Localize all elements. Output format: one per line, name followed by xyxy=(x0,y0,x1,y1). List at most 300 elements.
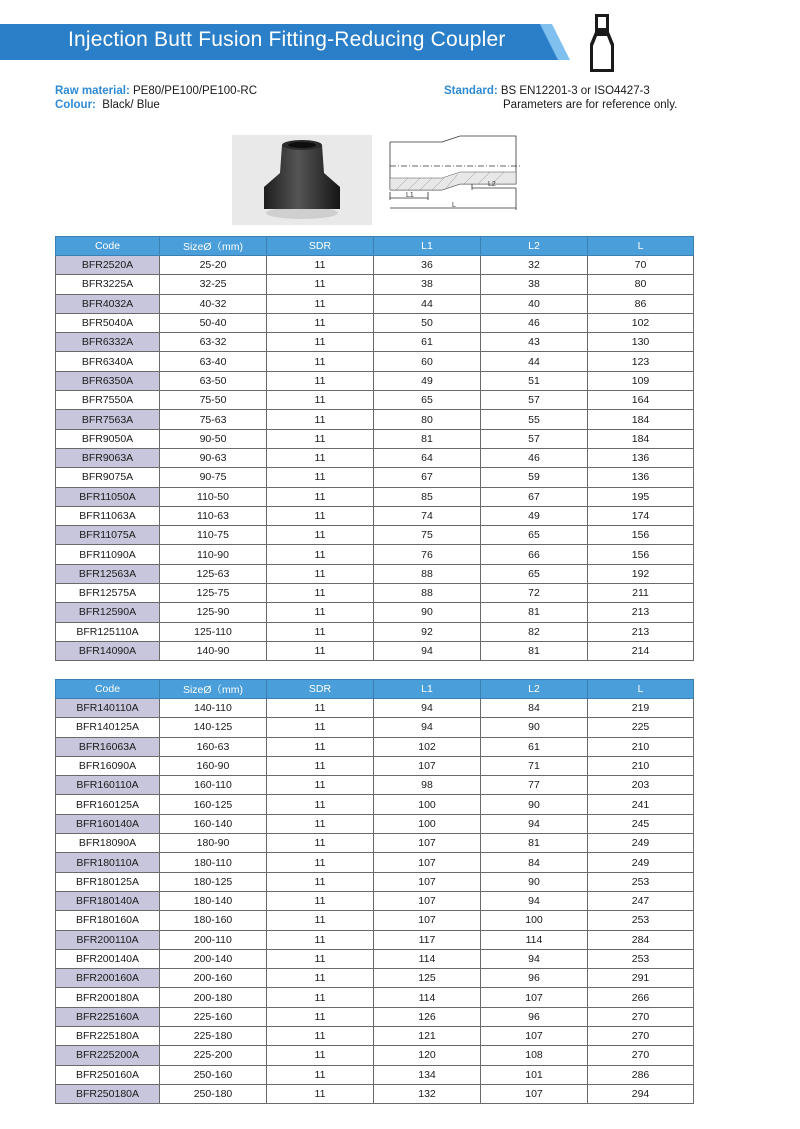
cell-l2: 57 xyxy=(481,391,588,410)
cell-l: 270 xyxy=(588,1046,694,1065)
cell-sdr: 11 xyxy=(267,737,374,756)
cell-l: 294 xyxy=(588,1084,694,1103)
table-row xyxy=(56,448,694,467)
cell-l1: 117 xyxy=(374,930,481,949)
cell-sdr: 11 xyxy=(267,718,374,737)
cell-code: BFR11050A xyxy=(56,487,160,506)
cell-code: BFR12563A xyxy=(56,564,160,583)
cell-l: 247 xyxy=(588,891,694,910)
table-row xyxy=(56,545,694,564)
cell-sdr: 11 xyxy=(267,603,374,622)
cell-l: 286 xyxy=(588,1065,694,1084)
cell-sdr: 11 xyxy=(267,1084,374,1103)
col-header-l2: L2 xyxy=(481,237,588,256)
cell-sdr: 11 xyxy=(267,795,374,814)
cell-code: BFR11090A xyxy=(56,545,160,564)
table-row xyxy=(56,564,694,583)
cell-sdr: 11 xyxy=(267,333,374,352)
cell-l1: 76 xyxy=(374,545,481,564)
cell-sdr: 11 xyxy=(267,584,374,603)
cell-size: 140-90 xyxy=(160,641,267,660)
cell-l: 266 xyxy=(588,988,694,1007)
col-header-l: L xyxy=(588,237,694,256)
cell-size: 125-110 xyxy=(160,622,267,641)
cell-size: 250-160 xyxy=(160,1065,267,1084)
table-row xyxy=(56,1046,694,1065)
cell-sdr: 11 xyxy=(267,391,374,410)
spec-material-colour xyxy=(55,84,257,112)
cell-l: 210 xyxy=(588,756,694,775)
cell-l: 156 xyxy=(588,526,694,545)
cell-size: 50-40 xyxy=(160,313,267,332)
cell-sdr: 11 xyxy=(267,564,374,583)
cell-size: 40-32 xyxy=(160,294,267,313)
cell-l1: 94 xyxy=(374,641,481,660)
table-row xyxy=(56,776,694,795)
cell-code: BFR18090A xyxy=(56,834,160,853)
cell-code: BFR250160A xyxy=(56,1065,160,1084)
cell-code: BFR180110A xyxy=(56,853,160,872)
product-photo xyxy=(232,135,372,225)
cell-code: BFR140125A xyxy=(56,718,160,737)
col-header-code: Code xyxy=(56,680,160,699)
raw-material-value: PE80/PE100/PE100-RC xyxy=(132,85,258,97)
cell-code: BFR11075A xyxy=(56,526,160,545)
cell-l1: 75 xyxy=(374,526,481,545)
cell-size: 160-90 xyxy=(160,756,267,775)
table-row xyxy=(56,1084,694,1103)
cell-code: BFR12590A xyxy=(56,603,160,622)
cell-l1: 64 xyxy=(374,448,481,467)
table-row xyxy=(56,410,694,429)
reference-note: Parameters are for reference only. xyxy=(503,99,678,111)
cell-code: BFR140110A xyxy=(56,699,160,718)
cell-l2: 43 xyxy=(481,333,588,352)
cell-l1: 107 xyxy=(374,834,481,853)
cell-l2: 81 xyxy=(481,641,588,660)
cell-size: 110-75 xyxy=(160,526,267,545)
cell-size: 75-63 xyxy=(160,410,267,429)
cell-sdr: 11 xyxy=(267,526,374,545)
cell-sdr: 11 xyxy=(267,468,374,487)
cell-size: 110-90 xyxy=(160,545,267,564)
table-row xyxy=(56,603,694,622)
cell-size: 125-75 xyxy=(160,584,267,603)
cell-l: 241 xyxy=(588,795,694,814)
cell-l2: 94 xyxy=(481,949,588,968)
cell-l2: 81 xyxy=(481,834,588,853)
cell-code: BFR9075A xyxy=(56,468,160,487)
table-row xyxy=(56,872,694,891)
cell-code: BFR7550A xyxy=(56,391,160,410)
cell-sdr: 11 xyxy=(267,410,374,429)
col-header-size: SizeØ（mm) xyxy=(160,237,267,256)
cell-code: BFR9050A xyxy=(56,429,160,448)
col-header-l: L xyxy=(588,680,694,699)
cell-code: BFR16063A xyxy=(56,737,160,756)
cell-l2: 55 xyxy=(481,410,588,429)
cell-l: 245 xyxy=(588,814,694,833)
cell-l2: 81 xyxy=(481,603,588,622)
cell-code: BFR5040A xyxy=(56,313,160,332)
cell-l1: 134 xyxy=(374,1065,481,1084)
cell-l2: 101 xyxy=(481,1065,588,1084)
cell-l: 284 xyxy=(588,930,694,949)
cell-code: BFR160110A xyxy=(56,776,160,795)
cell-l: 253 xyxy=(588,872,694,891)
table-row xyxy=(56,795,694,814)
cell-size: 200-140 xyxy=(160,949,267,968)
cell-size: 140-110 xyxy=(160,699,267,718)
table-row xyxy=(56,1027,694,1046)
cell-l: 136 xyxy=(588,468,694,487)
cell-code: BFR2520A xyxy=(56,256,160,275)
cell-code: BFR3225A xyxy=(56,275,160,294)
cell-code: BFR200180A xyxy=(56,988,160,1007)
table-header-row xyxy=(56,680,694,699)
table-row xyxy=(56,1065,694,1084)
drawing-label-l1: L1 xyxy=(406,192,414,199)
cell-sdr: 11 xyxy=(267,1027,374,1046)
cell-l2: 65 xyxy=(481,526,588,545)
cell-l1: 65 xyxy=(374,391,481,410)
col-header-l1: L1 xyxy=(374,680,481,699)
cell-l1: 114 xyxy=(374,988,481,1007)
table-row xyxy=(56,256,694,275)
cell-l: 213 xyxy=(588,622,694,641)
cell-l1: 132 xyxy=(374,1084,481,1103)
col-header-l2: L2 xyxy=(481,680,588,699)
cell-l1: 120 xyxy=(374,1046,481,1065)
cell-l: 174 xyxy=(588,506,694,525)
cell-size: 63-32 xyxy=(160,333,267,352)
cell-l1: 107 xyxy=(374,756,481,775)
cell-l2: 46 xyxy=(481,448,588,467)
table-row xyxy=(56,622,694,641)
cell-size: 200-110 xyxy=(160,930,267,949)
table-row xyxy=(56,1007,694,1026)
cell-code: BFR225200A xyxy=(56,1046,160,1065)
table-row xyxy=(56,911,694,930)
cell-code: BFR250180A xyxy=(56,1084,160,1103)
drawing-label-l2: L2 xyxy=(488,181,496,188)
cell-code: BFR14090A xyxy=(56,641,160,660)
cell-size: 200-160 xyxy=(160,969,267,988)
cell-l2: 57 xyxy=(481,429,588,448)
cell-size: 90-50 xyxy=(160,429,267,448)
cell-l2: 84 xyxy=(481,699,588,718)
table-row xyxy=(56,468,694,487)
cell-l: 270 xyxy=(588,1007,694,1026)
table-row xyxy=(56,294,694,313)
table-row xyxy=(56,506,694,525)
cell-l1: 121 xyxy=(374,1027,481,1046)
cell-size: 63-50 xyxy=(160,371,267,390)
cell-l1: 74 xyxy=(374,506,481,525)
cell-size: 180-125 xyxy=(160,872,267,891)
cell-l2: 90 xyxy=(481,795,588,814)
cell-l2: 61 xyxy=(481,737,588,756)
cell-l1: 49 xyxy=(374,371,481,390)
cell-l2: 107 xyxy=(481,988,588,1007)
cell-sdr: 11 xyxy=(267,756,374,775)
cell-sdr: 11 xyxy=(267,545,374,564)
cell-l1: 44 xyxy=(374,294,481,313)
cell-l2: 90 xyxy=(481,718,588,737)
cell-size: 110-50 xyxy=(160,487,267,506)
cell-size: 180-110 xyxy=(160,853,267,872)
page-title: Injection Butt Fusion Fitting-Reducing Coupler xyxy=(68,28,506,51)
cell-code: BFR6350A xyxy=(56,371,160,390)
table-row xyxy=(56,429,694,448)
cell-l2: 59 xyxy=(481,468,588,487)
cell-l1: 85 xyxy=(374,487,481,506)
cell-l1: 114 xyxy=(374,949,481,968)
cell-code: BFR225160A xyxy=(56,1007,160,1026)
cell-code: BFR200140A xyxy=(56,949,160,968)
cell-code: BFR9063A xyxy=(56,448,160,467)
cell-l: 270 xyxy=(588,1027,694,1046)
cell-code: BFR6340A xyxy=(56,352,160,371)
cell-l: 225 xyxy=(588,718,694,737)
cell-l2: 51 xyxy=(481,371,588,390)
table-row xyxy=(56,391,694,410)
cell-sdr: 11 xyxy=(267,699,374,718)
cell-l: 213 xyxy=(588,603,694,622)
cell-size: 75-50 xyxy=(160,391,267,410)
cell-sdr: 11 xyxy=(267,294,374,313)
cell-l: 70 xyxy=(588,256,694,275)
cell-l1: 126 xyxy=(374,1007,481,1026)
table-row xyxy=(56,333,694,352)
cell-l2: 40 xyxy=(481,294,588,313)
cell-l2: 38 xyxy=(481,275,588,294)
table-row xyxy=(56,891,694,910)
table-row xyxy=(56,526,694,545)
cell-size: 125-63 xyxy=(160,564,267,583)
title-banner xyxy=(0,24,570,60)
cell-size: 180-90 xyxy=(160,834,267,853)
cell-sdr: 11 xyxy=(267,275,374,294)
cell-sdr: 11 xyxy=(267,891,374,910)
cell-size: 25-20 xyxy=(160,256,267,275)
cell-l: 102 xyxy=(588,313,694,332)
cell-sdr: 11 xyxy=(267,776,374,795)
cell-code: BFR6332A xyxy=(56,333,160,352)
cell-sdr: 11 xyxy=(267,1065,374,1084)
cell-l1: 60 xyxy=(374,352,481,371)
colour-label: Colour: xyxy=(55,99,96,111)
cell-l2: 94 xyxy=(481,814,588,833)
table-body xyxy=(56,256,694,661)
cell-l2: 108 xyxy=(481,1046,588,1065)
table-row xyxy=(56,275,694,294)
cell-sdr: 11 xyxy=(267,506,374,525)
cell-size: 160-140 xyxy=(160,814,267,833)
table-row xyxy=(56,853,694,872)
cell-l2: 66 xyxy=(481,545,588,564)
cell-l2: 46 xyxy=(481,313,588,332)
cell-l: 219 xyxy=(588,699,694,718)
spec-standard xyxy=(444,84,677,112)
cell-l2: 94 xyxy=(481,891,588,910)
cell-l2: 77 xyxy=(481,776,588,795)
cell-code: BFR180125A xyxy=(56,872,160,891)
cell-sdr: 11 xyxy=(267,949,374,968)
table-header-row xyxy=(56,237,694,256)
cell-sdr: 11 xyxy=(267,834,374,853)
dimension-table-1 xyxy=(55,236,694,661)
standard-label: Standard: xyxy=(444,85,498,97)
cell-l: 123 xyxy=(588,352,694,371)
cell-l1: 94 xyxy=(374,699,481,718)
cell-l1: 80 xyxy=(374,410,481,429)
col-header-code: Code xyxy=(56,237,160,256)
cell-code: BFR180140A xyxy=(56,891,160,910)
cell-l2: 96 xyxy=(481,969,588,988)
cell-size: 180-160 xyxy=(160,911,267,930)
cell-sdr: 11 xyxy=(267,911,374,930)
cell-code: BFR225180A xyxy=(56,1027,160,1046)
cell-size: 225-180 xyxy=(160,1027,267,1046)
cell-size: 160-110 xyxy=(160,776,267,795)
cell-sdr: 11 xyxy=(267,429,374,448)
table-row xyxy=(56,969,694,988)
cell-l2: 44 xyxy=(481,352,588,371)
cell-l1: 100 xyxy=(374,795,481,814)
cell-l1: 50 xyxy=(374,313,481,332)
cell-code: BFR160140A xyxy=(56,814,160,833)
cell-code: BFR16090A xyxy=(56,756,160,775)
cell-l1: 92 xyxy=(374,622,481,641)
cell-sdr: 11 xyxy=(267,1046,374,1065)
cell-l1: 107 xyxy=(374,872,481,891)
cell-code: BFR200110A xyxy=(56,930,160,949)
cell-l2: 49 xyxy=(481,506,588,525)
cell-code: BFR125110A xyxy=(56,622,160,641)
cell-l1: 107 xyxy=(374,911,481,930)
cell-l1: 81 xyxy=(374,429,481,448)
cell-sdr: 11 xyxy=(267,352,374,371)
cell-l: 210 xyxy=(588,737,694,756)
cell-l2: 32 xyxy=(481,256,588,275)
cell-l: 192 xyxy=(588,564,694,583)
cell-sdr: 11 xyxy=(267,969,374,988)
col-header-sdr: SDR xyxy=(267,680,374,699)
cell-code: BFR7563A xyxy=(56,410,160,429)
table-body xyxy=(56,699,694,1104)
cell-l1: 88 xyxy=(374,564,481,583)
cell-sdr: 11 xyxy=(267,256,374,275)
table-row xyxy=(56,584,694,603)
cell-l2: 107 xyxy=(481,1027,588,1046)
cell-size: 125-90 xyxy=(160,603,267,622)
cell-l: 184 xyxy=(588,410,694,429)
cell-size: 63-40 xyxy=(160,352,267,371)
cell-l1: 100 xyxy=(374,814,481,833)
cell-l1: 94 xyxy=(374,718,481,737)
cell-size: 110-63 xyxy=(160,506,267,525)
cell-l1: 67 xyxy=(374,468,481,487)
cell-l2: 90 xyxy=(481,872,588,891)
cell-l1: 107 xyxy=(374,891,481,910)
cell-size: 225-200 xyxy=(160,1046,267,1065)
cell-code: BFR200160A xyxy=(56,969,160,988)
cell-size: 160-125 xyxy=(160,795,267,814)
cell-sdr: 11 xyxy=(267,853,374,872)
cell-code: BFR12575A xyxy=(56,584,160,603)
cell-l1: 38 xyxy=(374,275,481,294)
cell-l: 109 xyxy=(588,371,694,390)
cell-l1: 102 xyxy=(374,737,481,756)
cell-l: 86 xyxy=(588,294,694,313)
table-row xyxy=(56,737,694,756)
cell-sdr: 11 xyxy=(267,988,374,1007)
colour-value: Black/ Blue xyxy=(102,99,160,111)
cell-code: BFR4032A xyxy=(56,294,160,313)
cell-code: BFR180160A xyxy=(56,911,160,930)
cell-size: 140-125 xyxy=(160,718,267,737)
dimension-drawing xyxy=(388,128,528,216)
cell-sdr: 11 xyxy=(267,622,374,641)
table-row xyxy=(56,641,694,660)
cell-l: 249 xyxy=(588,834,694,853)
cell-sdr: 11 xyxy=(267,313,374,332)
cell-code: BFR160125A xyxy=(56,795,160,814)
table-row xyxy=(56,313,694,332)
table-row xyxy=(56,371,694,390)
cell-sdr: 11 xyxy=(267,448,374,467)
cell-l: 253 xyxy=(588,949,694,968)
dimension-table-2 xyxy=(55,679,694,1104)
table-row xyxy=(56,949,694,968)
cell-l1: 88 xyxy=(374,584,481,603)
cell-l: 211 xyxy=(588,584,694,603)
cell-l1: 125 xyxy=(374,969,481,988)
cell-size: 160-63 xyxy=(160,737,267,756)
cell-sdr: 11 xyxy=(267,930,374,949)
cell-size: 90-75 xyxy=(160,468,267,487)
cell-sdr: 11 xyxy=(267,814,374,833)
reducing-coupler-photo xyxy=(232,135,372,225)
standard-value: BS EN12201-3 or ISO4427-3 xyxy=(500,85,650,97)
table-row xyxy=(56,756,694,775)
cell-sdr: 11 xyxy=(267,487,374,506)
cell-l: 249 xyxy=(588,853,694,872)
raw-material-label: Raw material: xyxy=(55,85,130,97)
cell-l: 136 xyxy=(588,448,694,467)
table-row xyxy=(56,487,694,506)
cell-l2: 84 xyxy=(481,853,588,872)
table-row xyxy=(56,930,694,949)
cell-sdr: 11 xyxy=(267,1007,374,1026)
cell-l1: 107 xyxy=(374,853,481,872)
cell-sdr: 11 xyxy=(267,872,374,891)
drawing-label-l: L xyxy=(452,202,456,209)
cell-l: 195 xyxy=(588,487,694,506)
cell-l2: 72 xyxy=(481,584,588,603)
col-header-l1: L1 xyxy=(374,237,481,256)
cell-l: 184 xyxy=(588,429,694,448)
cell-l2: 100 xyxy=(481,911,588,930)
table-row xyxy=(56,834,694,853)
cell-l: 203 xyxy=(588,776,694,795)
cell-size: 32-25 xyxy=(160,275,267,294)
cell-l2: 82 xyxy=(481,622,588,641)
cell-l: 130 xyxy=(588,333,694,352)
cell-sdr: 11 xyxy=(267,371,374,390)
cell-l2: 65 xyxy=(481,564,588,583)
